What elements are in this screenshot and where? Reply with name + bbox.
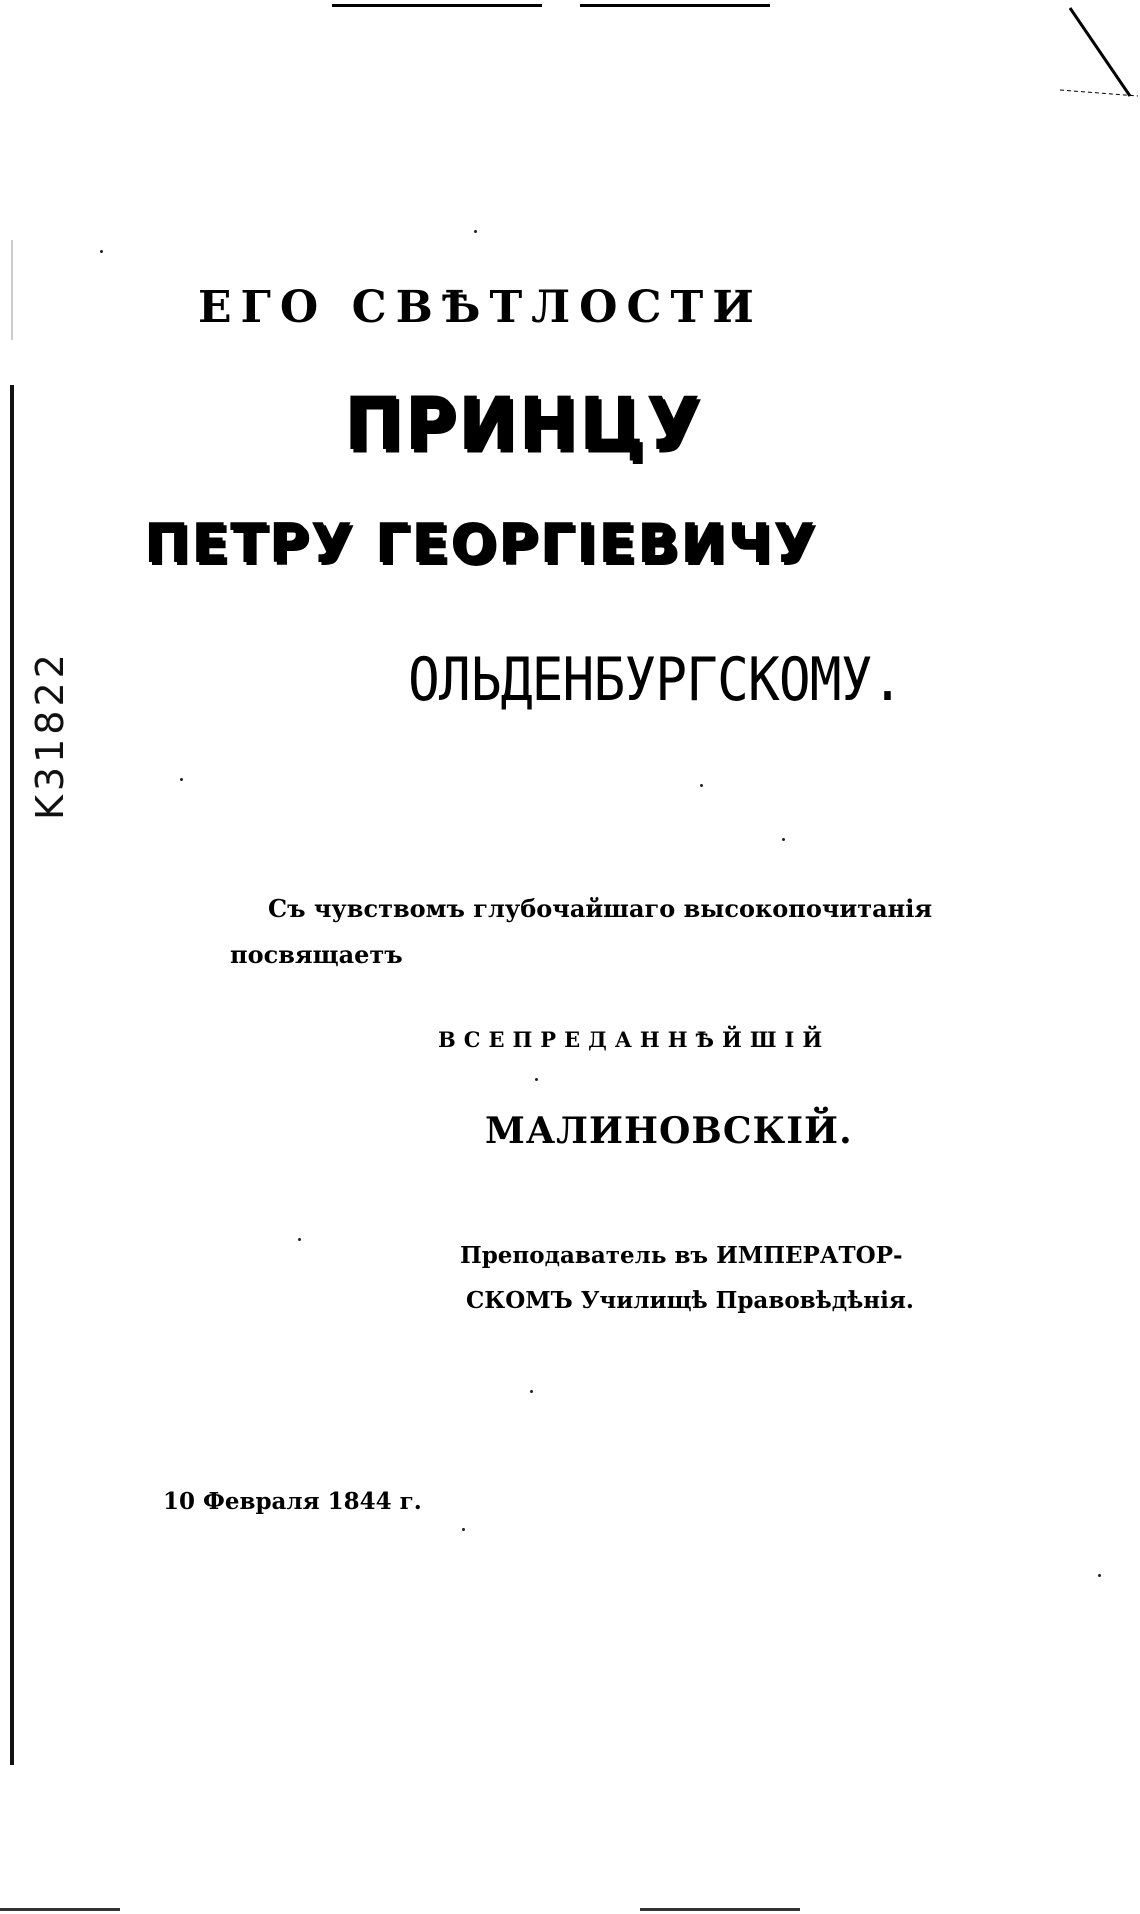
scan-speck (462, 1528, 465, 1531)
scan-edge-bottom (640, 1908, 800, 1911)
scan-speck (474, 230, 477, 233)
dedication-line-2: ПРИНЦУ (344, 380, 702, 468)
scan-speck (530, 1390, 533, 1393)
dedication-line-3: ПЕТРУ ГЕОРГІЕВИЧУ (144, 512, 817, 575)
scan-edge-bottom (0, 1908, 120, 1911)
library-shelfmark: K31822 (28, 650, 72, 820)
scan-speck (1098, 1574, 1101, 1577)
binding-edge (10, 385, 14, 1765)
scan-edge-top (580, 4, 770, 7)
author-title-line-2: СКОМЪ Училищѣ Правовѣдѣнія. (466, 1287, 914, 1314)
document-date: 10 Февраля 1844 г. (163, 1488, 422, 1515)
scan-edge-top (332, 4, 542, 7)
body-line-1: Съ чувствомъ глубочайшаго высокопочитанія (268, 894, 933, 923)
body-line-2: посвящаетъ (230, 940, 403, 969)
scan-speck (782, 838, 785, 841)
binding-edge (11, 240, 13, 340)
dedication-line-1: ЕГО СВѢТЛОСТИ (198, 282, 763, 333)
scan-corner-mark (1050, 0, 1140, 110)
author-title-line-1: Преподаватель въ ИМПЕРАТОР- (460, 1242, 903, 1269)
author-name: МАЛИНОВСКІЙ. (485, 1110, 853, 1152)
dedication-line-4: ОЛЬДЕНБУРГСКОМУ. (408, 645, 903, 715)
scan-speck (700, 784, 703, 787)
scan-speck (100, 250, 103, 253)
scan-speck (298, 1238, 301, 1241)
scan-speck (535, 1078, 538, 1081)
scan-speck (180, 778, 183, 781)
signature-epithet: ВСЕПРЕДАННѢЙШІЙ (438, 1027, 831, 1052)
